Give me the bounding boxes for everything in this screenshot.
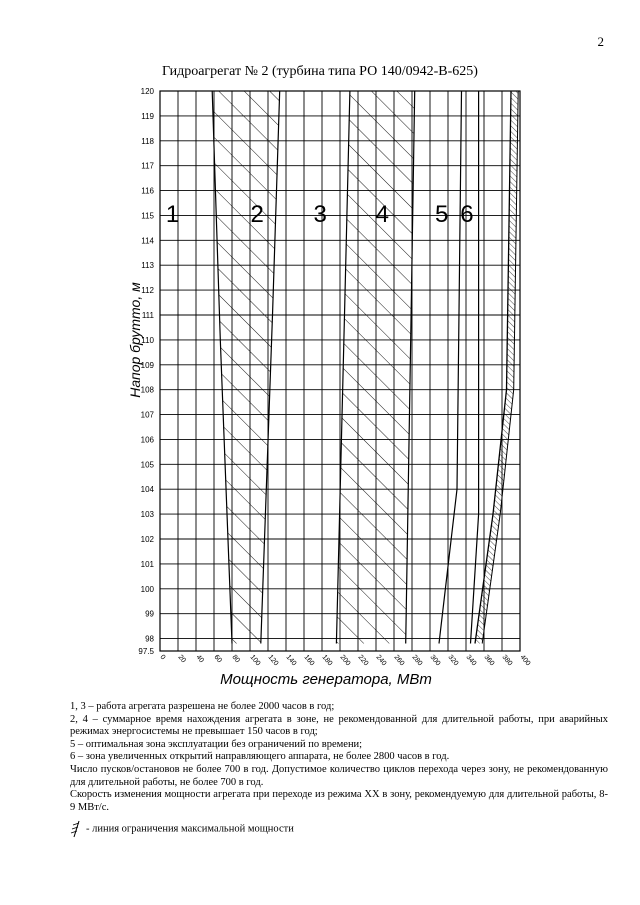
x-tick-label: 140 — [284, 653, 298, 668]
y-tick-label: 114 — [141, 236, 154, 246]
y-tick-label: 115 — [141, 211, 154, 221]
y-tick-label: 102 — [140, 535, 154, 544]
y-tick-label: 101 — [140, 559, 154, 569]
x-tick-label: 300 — [428, 653, 442, 668]
x-axis-label: Мощность генератора, МВт — [220, 671, 432, 688]
zone-2-hatch — [212, 91, 280, 644]
max-power-line-label: - линия ограничения максимальной мощности — [86, 823, 294, 835]
legend — [70, 701, 608, 814]
zone-label-6: 6 — [460, 200, 474, 228]
x-tick-label: 380 — [500, 653, 514, 668]
zone-label-4: 4 — [375, 200, 389, 228]
y-tick-label: 100 — [140, 584, 154, 594]
page-number: 2 — [597, 34, 604, 49]
max-power-line-legend — [70, 820, 294, 838]
chart-title: Гидроагрегат № 2 (турбина типа РО 140/0942-В-625) — [162, 64, 478, 79]
boundary-line-b5 — [439, 91, 462, 644]
x-tick-label: 20 — [176, 653, 187, 665]
y-tick-label: 108 — [140, 385, 154, 395]
x-tick-label: 400 — [518, 653, 532, 668]
legend-item-1-3: 1, 3 – работа агрегата разрешена не более 2000 часов в год; — [70, 701, 335, 712]
y-tick-label: 110 — [141, 335, 154, 345]
x-tick-label: 160 — [302, 653, 316, 668]
tick-labels — [138, 87, 531, 667]
y-tick-label: 111 — [141, 311, 154, 320]
zone-label-3: 3 — [313, 200, 327, 228]
y-tick-label: 99 — [145, 609, 154, 619]
grid — [160, 91, 520, 651]
y-tick-label: 116 — [141, 186, 154, 196]
x-tick-label: 240 — [374, 653, 388, 668]
legend-starts-note: Число пусков/остановов не более 700 в год. Допустимое количество циклов перехода через зону, не рекомендованную для длительной работы, не более 700 в год. — [70, 763, 608, 788]
y-tick-label: 107 — [140, 410, 154, 420]
x-tick-label: 320 — [446, 653, 460, 668]
y-tick-label: 98 — [145, 634, 154, 644]
x-tick-label: 280 — [410, 653, 424, 668]
hatched-line-icon — [70, 820, 82, 838]
y-tick-label: 105 — [140, 460, 154, 470]
x-tick-label: 180 — [320, 653, 334, 668]
legend-item-5: 5 – оптимальная зона эксплуатации без ограничений по времени; — [70, 738, 363, 750]
zone-label-2: 2 — [250, 200, 264, 228]
zone-label-5: 5 — [435, 200, 449, 228]
y-axis-label: Напор брутто, м — [127, 282, 143, 398]
y-tick-label: 118 — [141, 136, 154, 146]
zone-labels — [166, 201, 474, 228]
x-tick-label: 340 — [464, 653, 478, 668]
x-tick-label: 40 — [194, 653, 205, 665]
legend-rate-note: Скорость изменения мощности агрегата при переходе из режима ХХ в зону, рекомендуемую для длительной работы, 8-9 МВт/с. — [70, 789, 608, 813]
boundary-line-b6 — [471, 91, 479, 644]
x-tick-label: 100 — [248, 653, 262, 668]
y-tick-label: 117 — [141, 161, 154, 171]
x-tick-label: 200 — [338, 653, 352, 668]
x-tick-label: 80 — [230, 653, 241, 665]
max-power-limit-hatch — [475, 91, 518, 644]
x-tick-label: 60 — [212, 653, 223, 665]
y-tick-label: 104 — [140, 485, 154, 495]
zone-label-1: 1 — [165, 200, 180, 228]
y-tick-label: 103 — [140, 510, 154, 520]
y-tick-label: 119 — [141, 111, 154, 121]
y-tick-label: 106 — [140, 435, 154, 445]
x-tick-label: 260 — [392, 653, 406, 668]
legend-item-6: 6 – зона увеличенных открытий направляющего аппарата, не более 2800 часов в год. — [70, 751, 450, 763]
x-tick-label: 360 — [482, 653, 496, 668]
x-tick-label: 220 — [356, 653, 370, 668]
y-tick-label: 113 — [141, 261, 154, 271]
x-tick-label: 120 — [266, 653, 280, 668]
legend-item-2-4: 2, 4 – суммарное время нахождения агрегата в зоне, не рекомендованной для длительной работы, при аварийных режимах энергосистемы не превышает 150 часов в год; — [70, 713, 608, 738]
y-tick-label: 97.5 — [138, 647, 154, 656]
y-tick-label: 109 — [140, 360, 154, 370]
y-tick-label: 120 — [140, 87, 154, 96]
hatched-zones — [212, 91, 415, 644]
x-tick-label: 0 — [158, 653, 167, 662]
y-tick-label: 112 — [141, 286, 154, 296]
